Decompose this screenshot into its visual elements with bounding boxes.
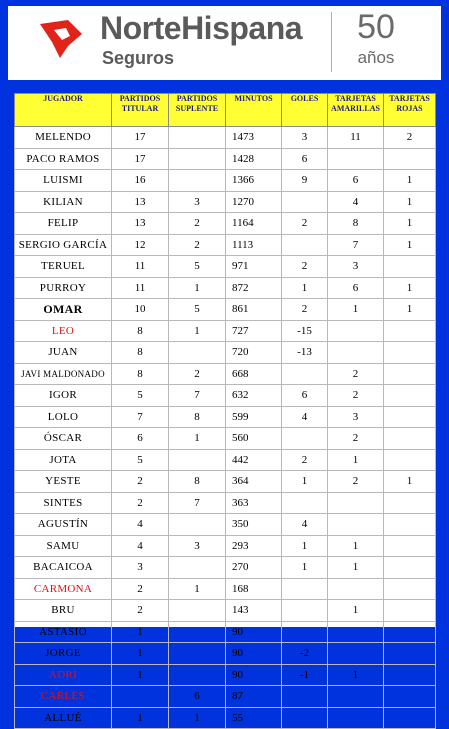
tarjetas-amarillas-cell: 3 [328, 406, 384, 428]
partidos-titular-cell: 4 [112, 535, 169, 557]
table-row [15, 664, 436, 686]
partidos-suplente-cell: 3 [169, 191, 226, 213]
goles-cell [282, 234, 328, 256]
partidos-suplente-cell: 6 [169, 686, 226, 708]
partidos-suplente-cell: 7 [169, 492, 226, 514]
minutos-cell: 90 [226, 664, 282, 686]
tarjetas-amarillas-cell [328, 148, 384, 170]
goles-cell [282, 600, 328, 622]
table-row [15, 600, 436, 622]
tarjetas-amarillas-cell: 1 [328, 664, 384, 686]
tarjetas-amarillas-cell: 1 [328, 299, 384, 321]
partidos-suplente-cell: 3 [169, 535, 226, 557]
minutos-cell: 971 [226, 256, 282, 278]
tarjetas-rojas-cell [384, 514, 436, 536]
tarjetas-amarillas-cell: 2 [328, 471, 384, 493]
tarjetas-rojas-cell [384, 535, 436, 557]
player-name: JORGE [15, 643, 112, 665]
player-name: ALLUÉ [15, 707, 112, 729]
goles-cell: 3 [282, 127, 328, 149]
partidos-titular-cell: 13 [112, 213, 169, 235]
minutos-cell: 293 [226, 535, 282, 557]
tarjetas-amarillas-cell: 8 [328, 213, 384, 235]
goles-cell: 9 [282, 170, 328, 192]
partidos-suplente-cell [169, 600, 226, 622]
tarjetas-amarillas-cell: 3 [328, 256, 384, 278]
partidos-suplente-cell [169, 148, 226, 170]
minutos-cell: 143 [226, 600, 282, 622]
partidos-suplente-cell [169, 557, 226, 579]
partidos-titular-cell: 2 [112, 600, 169, 622]
tarjetas-amarillas-cell: 2 [328, 363, 384, 385]
tarjetas-rojas-cell: 2 [384, 127, 436, 149]
tarjetas-rojas-cell: 1 [384, 213, 436, 235]
goles-cell: -2 [282, 643, 328, 665]
partidos-suplente-cell: 5 [169, 256, 226, 278]
tarjetas-rojas-cell [384, 363, 436, 385]
minutos-cell: 727 [226, 320, 282, 342]
table-row [15, 643, 436, 665]
partidos-suplente-cell: 1 [169, 578, 226, 600]
goles-cell: 4 [282, 406, 328, 428]
table-row [15, 621, 436, 643]
partidos-titular-cell [112, 686, 169, 708]
goles-cell [282, 707, 328, 729]
tarjetas-rojas-cell [384, 256, 436, 278]
goles-cell [282, 621, 328, 643]
table-row [15, 299, 436, 321]
partidos-suplente-cell [169, 514, 226, 536]
table-row [15, 406, 436, 428]
tarjetas-rojas-cell [384, 578, 436, 600]
partidos-suplente-cell [169, 127, 226, 149]
tarjetas-amarillas-cell [328, 492, 384, 514]
anniversary-word: años [357, 48, 395, 67]
tarjetas-rojas-cell [384, 492, 436, 514]
partidos-titular-cell: 1 [112, 643, 169, 665]
tarjetas-rojas-cell [384, 406, 436, 428]
player-name: FELIP [15, 213, 112, 235]
player-name: LUISMI [15, 170, 112, 192]
partidos-suplente-cell [169, 621, 226, 643]
tarjetas-rojas-cell [384, 320, 436, 342]
partidos-titular-cell: 1 [112, 621, 169, 643]
tarjetas-amarillas-cell: 1 [328, 449, 384, 471]
tarjetas-amarillas-cell [328, 342, 384, 364]
minutos-cell: 270 [226, 557, 282, 579]
partidos-suplente-cell [169, 664, 226, 686]
goles-cell [282, 363, 328, 385]
table-row [15, 471, 436, 493]
tarjetas-rojas-cell: 1 [384, 471, 436, 493]
player-stats-table [14, 93, 436, 729]
goles-cell [282, 686, 328, 708]
tarjetas-amarillas-cell: 7 [328, 234, 384, 256]
col-header-jugador: JUGADOR [15, 94, 112, 127]
header-divider [331, 12, 332, 72]
goles-cell: 4 [282, 514, 328, 536]
minutos-cell: 1113 [226, 234, 282, 256]
table-row [15, 170, 436, 192]
partidos-suplente-cell: 1 [169, 707, 226, 729]
partidos-titular-cell: 5 [112, 385, 169, 407]
goles-cell: 1 [282, 557, 328, 579]
goles-cell: 1 [282, 471, 328, 493]
table-row [15, 320, 436, 342]
partidos-titular-cell: 1 [112, 707, 169, 729]
partidos-titular-cell: 2 [112, 471, 169, 493]
partidos-suplente-cell: 1 [169, 320, 226, 342]
minutos-cell: 90 [226, 621, 282, 643]
tarjetas-amarillas-cell: 11 [328, 127, 384, 149]
tarjetas-amarillas-cell [328, 621, 384, 643]
table-row [15, 234, 436, 256]
minutos-cell: 55 [226, 707, 282, 729]
minutos-cell: 363 [226, 492, 282, 514]
partidos-titular-cell: 4 [112, 514, 169, 536]
tarjetas-rojas-cell [384, 557, 436, 579]
player-name: ÓSCAR [15, 428, 112, 450]
minutos-cell: 1473 [226, 127, 282, 149]
col-header-tarjetas-amarillas: TARJETAS AMARILLAS [328, 94, 384, 127]
partidos-titular-cell: 8 [112, 342, 169, 364]
player-name: PURROY [15, 277, 112, 299]
partidos-titular-cell: 2 [112, 578, 169, 600]
partidos-suplente-cell: 7 [169, 385, 226, 407]
table-row [15, 213, 436, 235]
player-name: AGUSTÍN [15, 514, 112, 536]
tarjetas-rojas-cell: 1 [384, 191, 436, 213]
goles-cell: 6 [282, 385, 328, 407]
table-row [15, 578, 436, 600]
brand-subtitle: Seguros [102, 48, 175, 68]
table-row [15, 342, 436, 364]
partidos-suplente-cell: 1 [169, 428, 226, 450]
table-row [15, 363, 436, 385]
table-row [15, 385, 436, 407]
table-row [15, 428, 436, 450]
col-header-minutos: MINUTOS [226, 94, 282, 127]
tarjetas-rojas-cell [384, 664, 436, 686]
partidos-suplente-cell [169, 342, 226, 364]
tarjetas-amarillas-cell: 2 [328, 385, 384, 407]
goles-cell: 6 [282, 148, 328, 170]
goles-cell: 2 [282, 256, 328, 278]
table-row [15, 148, 436, 170]
player-name: JUAN [15, 342, 112, 364]
player-name: BRU [15, 600, 112, 622]
partidos-titular-cell: 11 [112, 277, 169, 299]
col-header-partidos-titular: PARTIDOS TITULAR [112, 94, 169, 127]
minutos-cell: 599 [226, 406, 282, 428]
tarjetas-rojas-cell [384, 428, 436, 450]
partidos-titular-cell: 13 [112, 191, 169, 213]
col-header-partidos-suplente: PARTIDOS SUPLENTE [169, 94, 226, 127]
player-name: LEO [15, 320, 112, 342]
partidos-suplente-cell: 8 [169, 406, 226, 428]
player-name: TERUEL [15, 256, 112, 278]
tarjetas-amarillas-cell [328, 643, 384, 665]
minutos-cell: 364 [226, 471, 282, 493]
partidos-titular-cell: 6 [112, 428, 169, 450]
tarjetas-rojas-cell: 1 [384, 299, 436, 321]
table-row [15, 449, 436, 471]
partidos-titular-cell: 11 [112, 256, 169, 278]
minutos-cell: 442 [226, 449, 282, 471]
tarjetas-rojas-cell [384, 148, 436, 170]
minutos-cell: 1428 [226, 148, 282, 170]
player-name: PACO RAMOS [15, 148, 112, 170]
table-row [15, 557, 436, 579]
table-row [15, 686, 436, 708]
partidos-suplente-cell: 8 [169, 471, 226, 493]
table-row [15, 707, 436, 729]
player-name: MELENDO [15, 127, 112, 149]
tarjetas-rojas-cell [384, 707, 436, 729]
tarjetas-rojas-cell [384, 342, 436, 364]
partidos-suplente-cell [169, 643, 226, 665]
partidos-titular-cell: 17 [112, 148, 169, 170]
partidos-suplente-cell [169, 170, 226, 192]
tarjetas-rojas-cell: 1 [384, 170, 436, 192]
table-row [15, 492, 436, 514]
table-row [15, 256, 436, 278]
partidos-titular-cell: 8 [112, 320, 169, 342]
minutos-cell: 1270 [226, 191, 282, 213]
player-name: ADRI [15, 664, 112, 686]
nortehispana-logo-icon [38, 16, 84, 60]
player-name: YESTE [15, 471, 112, 493]
goles-cell [282, 191, 328, 213]
partidos-titular-cell: 16 [112, 170, 169, 192]
tarjetas-rojas-cell: 1 [384, 234, 436, 256]
tarjetas-amarillas-cell [328, 578, 384, 600]
partidos-titular-cell: 2 [112, 492, 169, 514]
minutos-cell: 720 [226, 342, 282, 364]
goles-cell: 1 [282, 535, 328, 557]
partidos-titular-cell: 8 [112, 363, 169, 385]
player-name: LOLO [15, 406, 112, 428]
player-name: SINTES [15, 492, 112, 514]
tarjetas-amarillas-cell: 1 [328, 535, 384, 557]
partidos-titular-cell: 1 [112, 664, 169, 686]
tarjetas-amarillas-cell [328, 707, 384, 729]
tarjetas-amarillas-cell [328, 320, 384, 342]
minutos-cell: 87 [226, 686, 282, 708]
tarjetas-rojas-cell [384, 600, 436, 622]
table-row [15, 277, 436, 299]
goles-cell [282, 492, 328, 514]
player-name: OMAR [15, 299, 112, 321]
partidos-titular-cell: 10 [112, 299, 169, 321]
minutos-cell: 632 [226, 385, 282, 407]
tarjetas-amarillas-cell: 2 [328, 428, 384, 450]
tarjetas-rojas-cell [384, 686, 436, 708]
partidos-suplente-cell: 2 [169, 234, 226, 256]
partidos-titular-cell: 5 [112, 449, 169, 471]
stats-table-container [14, 93, 435, 724]
tarjetas-amarillas-cell: 6 [328, 277, 384, 299]
player-name: SERGIO GARCÍA [15, 234, 112, 256]
player-name: SAMU [15, 535, 112, 557]
partidos-titular-cell: 12 [112, 234, 169, 256]
player-name: CARLES [15, 686, 112, 708]
minutos-cell: 872 [226, 277, 282, 299]
table-row [15, 191, 436, 213]
partidos-suplente-cell [169, 449, 226, 471]
minutos-cell: 90 [226, 643, 282, 665]
goles-cell [282, 428, 328, 450]
player-name: ASTASIO [15, 621, 112, 643]
partidos-suplente-cell: 2 [169, 363, 226, 385]
anniversary-number: 50 [357, 8, 395, 46]
table-row [15, 535, 436, 557]
tarjetas-amarillas-cell: 1 [328, 557, 384, 579]
player-name: JAVI MALDONADO [15, 363, 112, 385]
goles-cell [282, 578, 328, 600]
tarjetas-rojas-cell [384, 643, 436, 665]
player-name: IGOR [15, 385, 112, 407]
player-name: JOTA [15, 449, 112, 471]
tarjetas-amarillas-cell [328, 686, 384, 708]
tarjetas-amarillas-cell: 1 [328, 600, 384, 622]
tarjetas-amarillas-cell: 6 [328, 170, 384, 192]
table-header-row [15, 94, 436, 127]
goles-cell: 2 [282, 213, 328, 235]
partidos-suplente-cell: 1 [169, 277, 226, 299]
goles-cell: 2 [282, 299, 328, 321]
table-row [15, 127, 436, 149]
tarjetas-rojas-cell: 1 [384, 277, 436, 299]
goles-cell: -15 [282, 320, 328, 342]
minutos-cell: 1366 [226, 170, 282, 192]
minutos-cell: 668 [226, 363, 282, 385]
tarjetas-rojas-cell [384, 449, 436, 471]
goles-cell: -1 [282, 664, 328, 686]
table-row [15, 514, 436, 536]
player-name: KILIAN [15, 191, 112, 213]
player-name: BACAICOA [15, 557, 112, 579]
tarjetas-amarillas-cell [328, 514, 384, 536]
tarjetas-rojas-cell [384, 621, 436, 643]
goles-cell: 1 [282, 277, 328, 299]
partidos-suplente-cell: 2 [169, 213, 226, 235]
minutos-cell: 1164 [226, 213, 282, 235]
minutos-cell: 350 [226, 514, 282, 536]
brand-name: NorteHispana [100, 10, 303, 46]
partidos-titular-cell: 17 [112, 127, 169, 149]
tarjetas-rojas-cell [384, 385, 436, 407]
brand-header [8, 6, 441, 80]
goles-cell: -13 [282, 342, 328, 364]
col-header-goles: GOLES [282, 94, 328, 127]
tarjetas-amarillas-cell: 4 [328, 191, 384, 213]
partidos-titular-cell: 7 [112, 406, 169, 428]
col-header-tarjetas-rojas: TARJETAS ROJAS [384, 94, 436, 127]
minutos-cell: 861 [226, 299, 282, 321]
minutos-cell: 168 [226, 578, 282, 600]
player-name: CARMONA [15, 578, 112, 600]
minutos-cell: 560 [226, 428, 282, 450]
partidos-titular-cell: 3 [112, 557, 169, 579]
goles-cell: 2 [282, 449, 328, 471]
partidos-suplente-cell: 5 [169, 299, 226, 321]
